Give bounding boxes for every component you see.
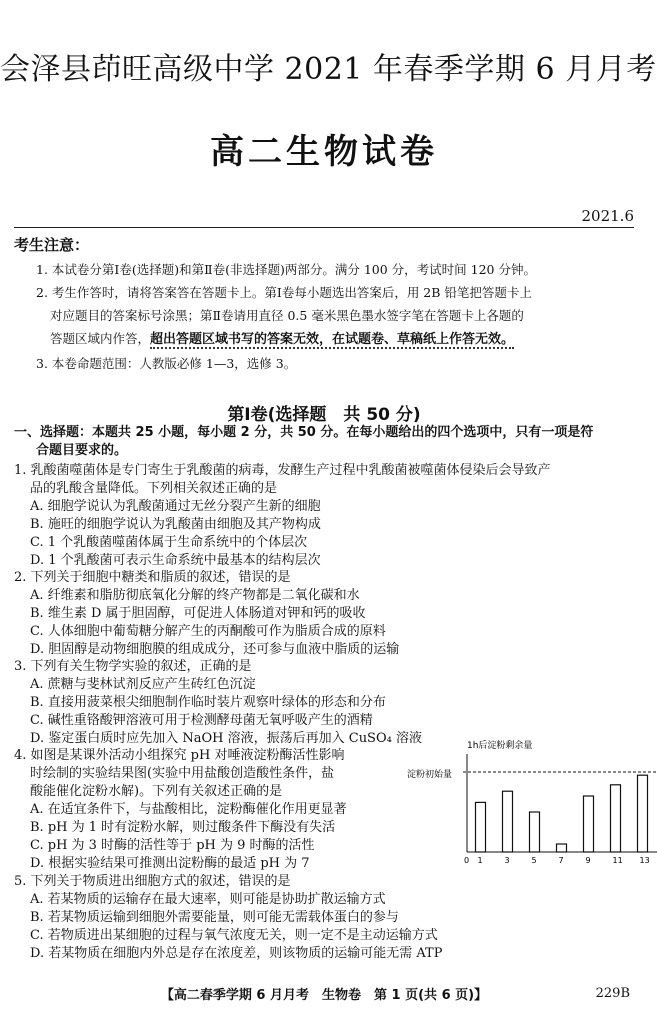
chart-tick-label: 5 [531, 856, 537, 865]
chart-ylabel: 淀粉初始量 [407, 770, 453, 780]
q4-option-b: B. pH 为 1 时有淀粉水解，则过酸条件下酶没有失活 [30, 820, 336, 835]
q4-option-c: C. pH 为 3 时酶的活性等于 pH 为 9 时酶的活性 [30, 838, 315, 853]
q5-option-d: D. 若某物质在细胞内外总是存在浓度差，则该物质的运输可能无需 ATP [30, 946, 443, 961]
q4-option-d: D. 根据实验结果可推测出淀粉酶的最适 pH 为 7 [30, 856, 310, 871]
q4-option-a: A. 在适宜条件下，与盐酸相比，淀粉酶催化作用更显著 [30, 802, 347, 817]
header-divider [14, 227, 634, 228]
exam-title: 会泽县茚旺高级中学 2021 年春季学期 6 月月考 [0, 52, 657, 87]
q3-option-c: C. 碱性重铬酸钾溶液可用于检测酵母菌无氧呼吸产生的酒精 [30, 713, 373, 728]
chart-tick-label: 11 [612, 856, 623, 865]
chart-bar [476, 802, 486, 852]
q4-bar-chart [405, 734, 650, 869]
chart-tick-label: 9 [585, 856, 591, 865]
part1-heading: 第Ⅰ卷(选择题 共 50 分) [227, 405, 421, 425]
exam-subtitle: 高二生物试卷 [210, 132, 438, 172]
notice-item-1: 1. 本试卷分第Ⅰ卷(选择题)和第Ⅱ卷(非选择题)两部分。满分 100 分，考试时间 120 分钟。 [36, 262, 536, 277]
q1-stem-line-2: 品的乳酸含量降低。下列相关叙述正确的是 [30, 481, 278, 496]
q3-option-d: D. 鉴定蛋白质时应先加入 NaOH 溶液，振荡后再加入 CuSO₄ 溶液 [30, 731, 422, 746]
notice-heading: 考生注意： [14, 236, 90, 254]
notice-item-2-text: 答题区域内作答， [50, 331, 151, 346]
q5-option-c: C. 若物质进出某细胞的过程与氧气浓度无关，则一定不是主动运输方式 [30, 928, 438, 943]
q3-stem: 3. 下列有关生物学实验的叙述，正确的是 [14, 659, 252, 674]
notice-item-3: 3. 本卷命题范围：人教版必修 1—3，选修 3。 [36, 356, 297, 371]
q2-stem: 2. 下列关于细胞中糖类和脂质的叙述，错误的是 [14, 570, 291, 585]
q4-stem-line-3: 酸能催化淀粉水解)。下列有关叙述正确的是 [30, 784, 283, 799]
q1-stem-line-1: 1. 乳酸菌噬菌体是专门寄生于乳酸菌的病毒，发酵生产过程中乳酸菌被噬菌体侵染后会导致产 [14, 463, 551, 478]
chart-bar [530, 812, 540, 852]
exam-date: 2021.6 [581, 207, 634, 225]
q5-stem: 5. 下列关于物质进出细胞方式的叙述，错误的是 [14, 874, 291, 889]
paper-code: 229B [595, 986, 630, 1001]
section-instruction-line-2: 合题目要求的。 [36, 443, 128, 458]
chart-title: 1h后淀粉剩余量 [467, 741, 533, 751]
chart-tick-label: 1 [477, 856, 483, 865]
q2-option-a: A. 纤维素和脂肪彻底氧化分解的终产物都是二氧化碳和水 [30, 588, 360, 603]
q4-stem-line-2: 时绘制的实验结果图(实验中用盐酸创造酸性条件，盐 [30, 766, 335, 781]
q1-option-b: B. 施旺的细胞学说认为乳酸菌由细胞及其产物构成 [30, 517, 321, 532]
chart-bar [557, 844, 567, 852]
q4-stem-line-1: 4. 如图是某课外活动小组探究 pH 对唾液淀粉酶活性影响 [14, 748, 345, 763]
notice-item-2-line-3 [50, 328, 514, 351]
chart-bar [584, 796, 594, 852]
section-instruction-line-1: 一、选择题：本题共 25 小题，每小题 2 分，共 50 分。在每小题给出的四个选项中，只有一项是符 [14, 425, 594, 440]
q3-option-b: B. 直接用菠菜根尖细胞制作临时装片观察叶绿体的形态和分布 [30, 695, 386, 710]
q2-option-b: B. 维生素 D 属于胆固醇，可促进人体肠道对钾和钙的吸收 [30, 606, 366, 621]
q5-option-b: B. 若某物质运输到细胞外需要能量，则可能无需载体蛋白的参与 [30, 910, 399, 925]
notice-item-2-line-2: 对应题目的答案标号涂黑；第Ⅱ卷请用直径 0.5 毫米黑色墨水签字笔在答题卡上各题的 [50, 308, 524, 323]
q5-option-a: A. 若某物质的运输存在最大速率，则可能是协助扩散运输方式 [30, 892, 386, 907]
notice-emphasis: 超出答题区域书写的答案无效，在试题卷、草稿纸上作答无效。 [150, 332, 515, 347]
chart-marks [463, 754, 657, 865]
chart-bar [503, 791, 513, 852]
q3-option-a: A. 蔗糖与斐林试剂反应产生砖红色沉淀 [30, 677, 256, 692]
chart-tick-label: 0 [464, 856, 470, 865]
notice-item-2-line-1: 2. 考生作答时，请将答案答在答题卡上。第Ⅰ卷每小题选出答案后，用 2B 铅笔把答题卡上 [36, 285, 532, 300]
q2-option-c: C. 人体细胞中葡萄糖分解产生的丙酮酸可作为脂质合成的原料 [30, 624, 386, 639]
q1-option-d: D. 1 个乳酸菌可表示生命系统中最基本的结构层次 [30, 553, 321, 568]
chart-bar [611, 785, 621, 852]
chart-tick-label: 13 [639, 856, 650, 865]
q1-option-c: C. 1 个乳酸菌噬菌体属于生命系统中的个体层次 [30, 535, 308, 550]
chart-tick-label: 3 [504, 856, 510, 865]
chart-bar [638, 775, 648, 852]
chart-tick-label: 7 [558, 856, 564, 865]
q2-option-d: D. 胆固醇是动物细胞膜的组成成分，还可参与血液中脂质的运输 [30, 642, 400, 657]
page-footer: 【高二春季学期 6 月月考 生物卷 第 1 页(共 6 页)】 [160, 988, 488, 1003]
q1-option-a: A. 细胞学说认为乳酸菌通过无丝分裂产生新的细胞 [30, 499, 321, 514]
